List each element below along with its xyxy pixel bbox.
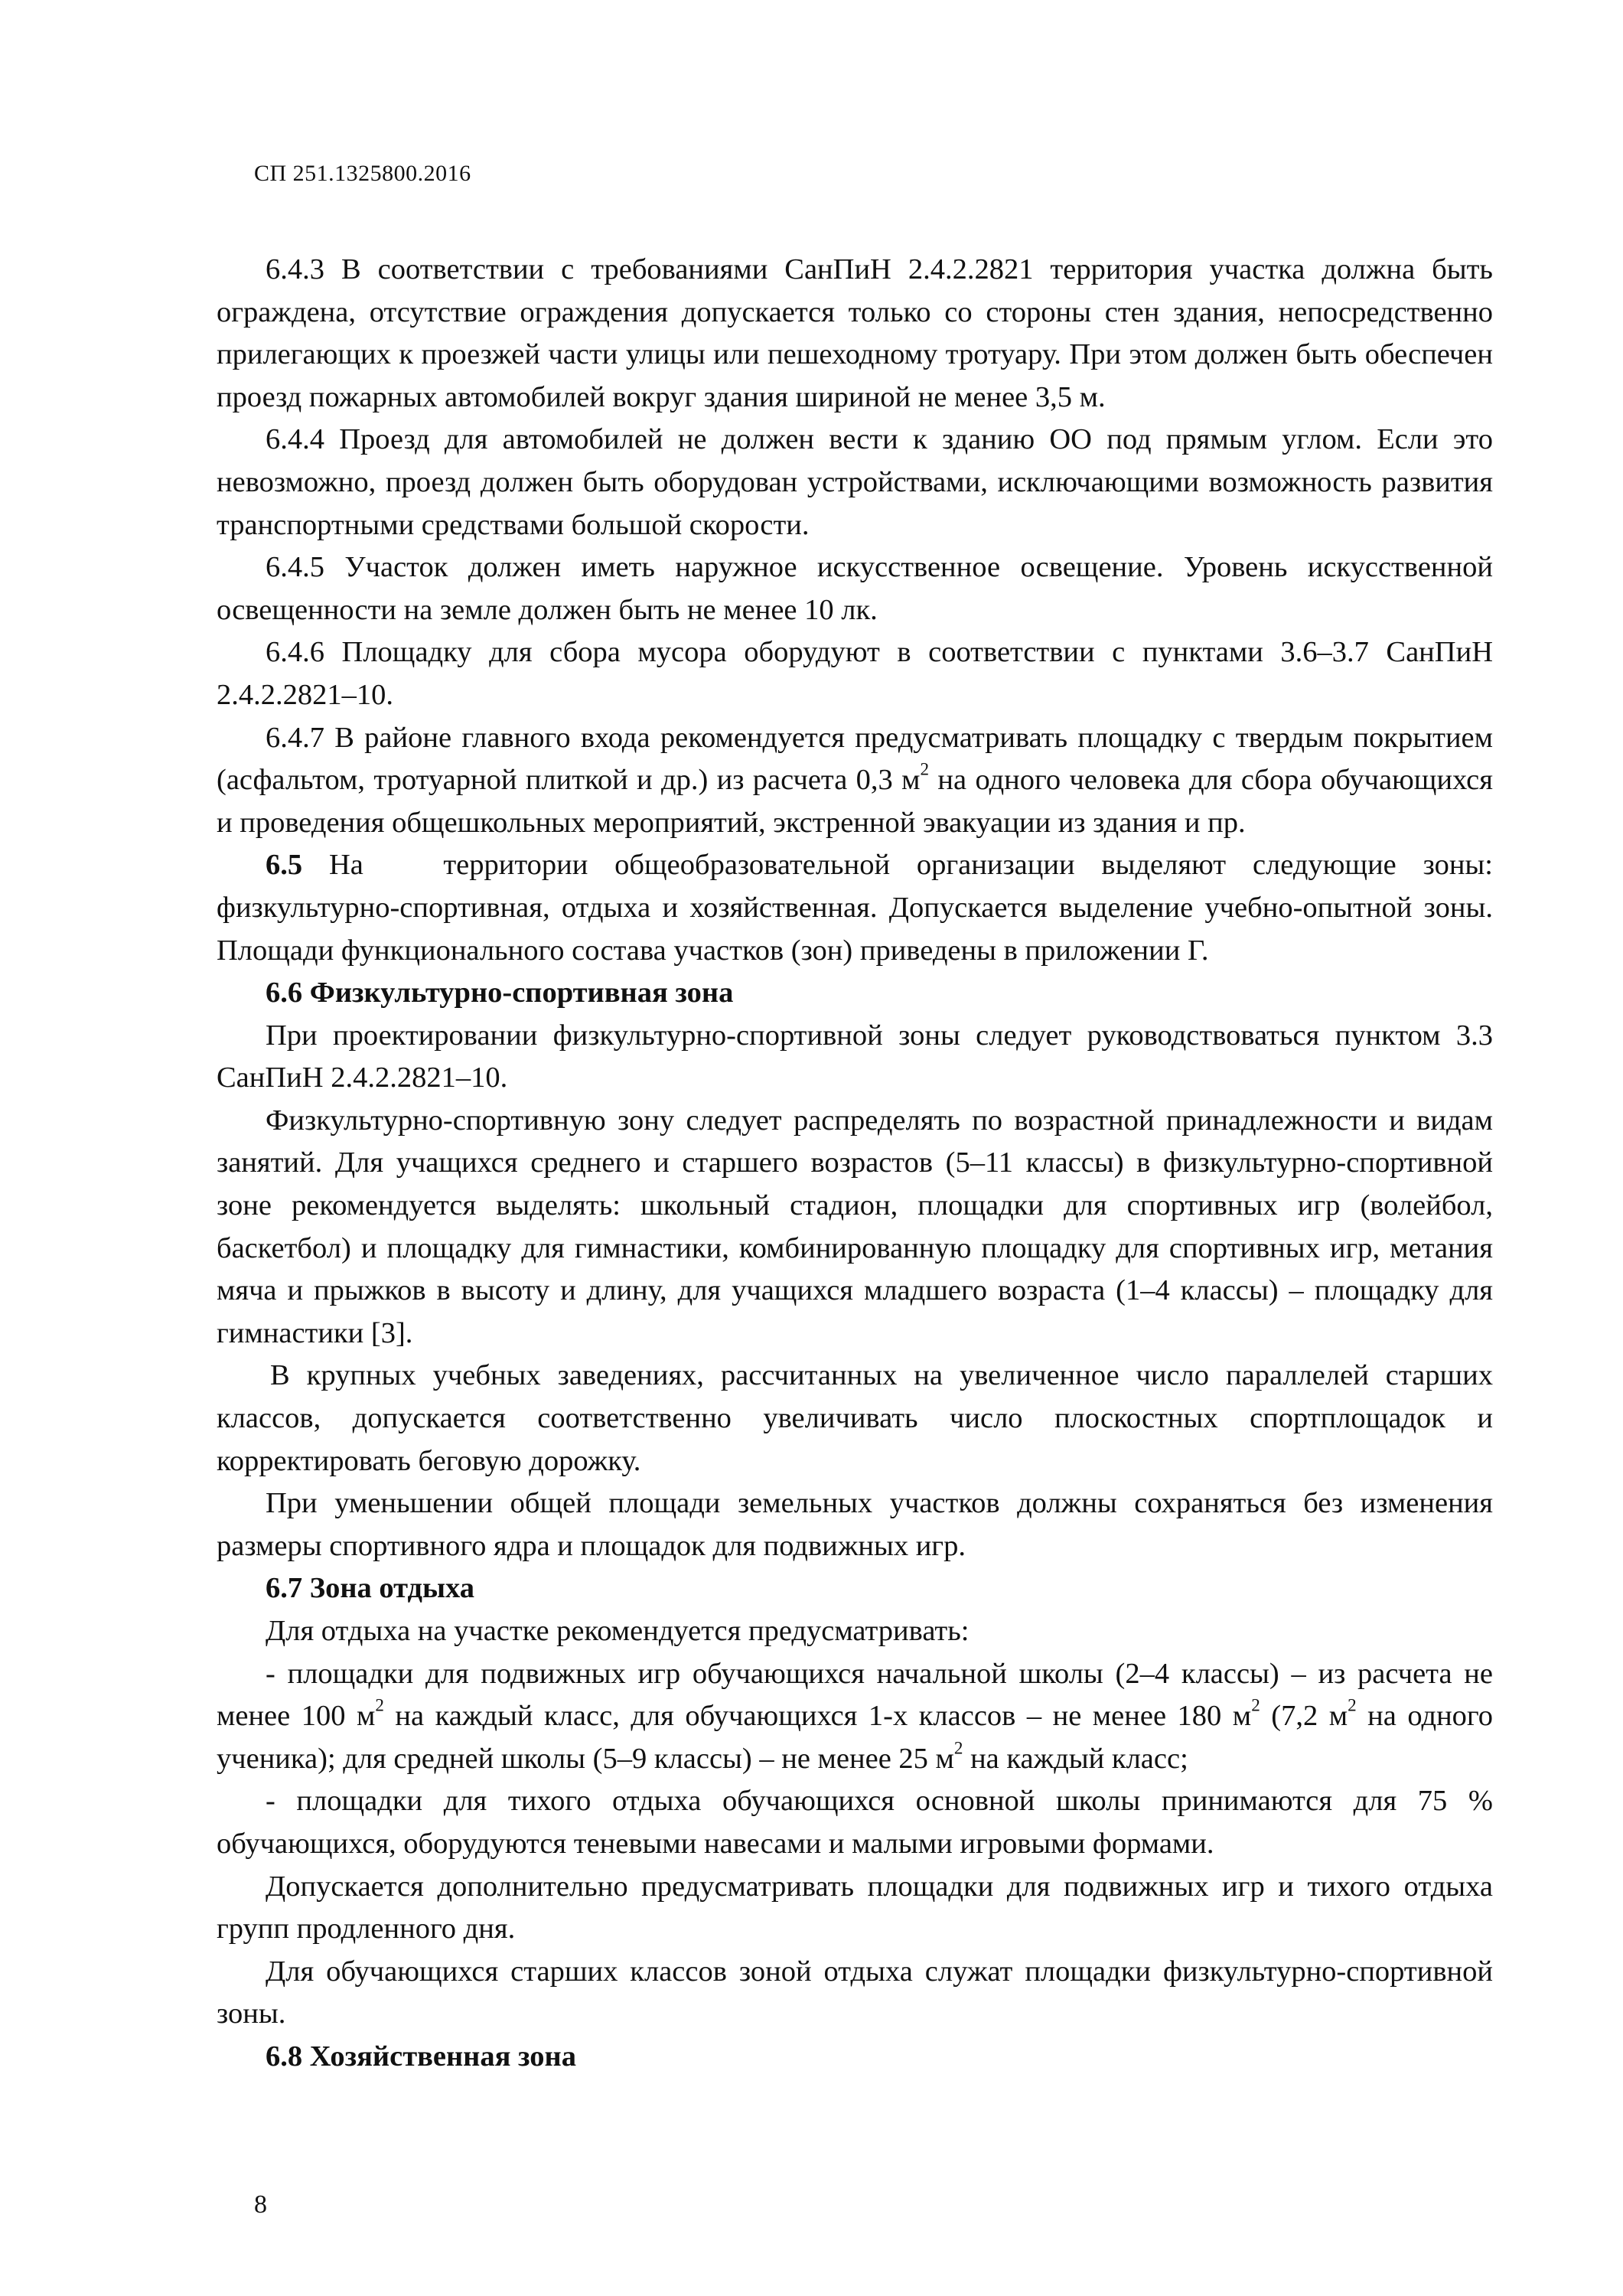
text-run: на каждый класс, для обучающихся 1-х классов – не менее 180 м (383, 1700, 1252, 1733)
paragraph-6-4-7-part-b: на одного человека для сбора обучающихся и проведения общешкольных мероприятий, экстренной эвакуации из здания и пр. (217, 764, 1493, 839)
paragraph-6-4-7-part-a: 6.4.7 В районе главного входа рекомендуется предусматривать площадку с твердым покрытием (асфальтом, тротуарной плиткой и др.) из расчета 0,3 м (217, 721, 1493, 797)
paragraph-6-4-4: 6.4.4 Проезд для автомобилей не должен вести к зданию ОО под прямым углом. Если это невозможно, проезд должен быть оборудован устройствами, исключающими возможность развития транспортными средствами большой скорости. (217, 423, 1493, 541)
text-run: на одного ученика); для средней школы (5–9 классы) – не менее 25 м (217, 1700, 1494, 1775)
paragraph-6-7-2 (217, 1653, 1493, 1781)
superscript-2: 2 (1251, 1694, 1260, 1715)
superscript-2: 2 (375, 1694, 384, 1715)
paragraph-6-5 (217, 844, 1501, 972)
paragraph-6-4-5: 6.4.5 Участок должен иметь наружное искусственное освещение. Уровень искусственной освещенности на земле должен быть не менее 10 лк. (217, 551, 1493, 626)
paragraph-6-7-4: Допускается дополнительно предусматривать площадки для подвижных игр и тихого отдыха групп продленного дня. (217, 1870, 1493, 1945)
superscript-2: 2 (1348, 1694, 1357, 1715)
paragraph-6-4-3: 6.4.3 В соответствии с требованиями СанПиН 2.4.2.2821 территория участка должна быть ограждена, отсутствие ограждения допускается только со стороны стен здания, непосредственно прилегающих к проезжей части улицы или пешеходному тротуару. При этом должен быть обеспечен проезд пожарных автомобилей вокруг здания шириной не менее 3,5 м. (217, 253, 1493, 413)
paragraph-6-7-1: Для отдыха на участке рекомендуется предусматривать: (266, 1615, 970, 1647)
heading-6-8: 6.8 Хозяйственная зона (266, 2040, 576, 2073)
text-run: (7,2 м (1260, 1700, 1348, 1733)
heading-6-7: 6.7 Зона отдыха (266, 1572, 475, 1605)
paragraph-6-7-3: - площадки для тихого отдыха обучающихся основной школы принимаются для 75 % обучающихся, оборудуются теневыми навесами и малыми игровыми формами. (217, 1785, 1493, 1860)
heading-6-6: 6.6 Физкультурно-спортивная зона (266, 977, 734, 1009)
section-number-6-5: 6.5 (266, 849, 303, 882)
superscript-2: 2 (953, 1737, 963, 1758)
text-run: на каждый класс; (963, 1742, 1188, 1775)
paragraph-6-6-3: В крупных учебных заведениях, рассчитанных на увеличенное число параллелей старших классов, допускается соответственно увеличивать число плоскостных спортплощадок и корректировать беговую дорожку. (217, 1359, 1493, 1477)
document-body (217, 249, 1501, 2079)
text-run: - площадки для подвижных игр обучающихся начальной школы (2–4 классы) – из расчета не менее 100 м (217, 1657, 1493, 1733)
paragraph-6-6-1: При проектировании физкультурно-спортивной зоны следует руководствоваться пунктом 3.3 СанПиН 2.4.2.2821–10. (217, 1019, 1493, 1094)
paragraph-6-4-6: 6.4.6 Площадку для сбора мусора оборудуют в соответствии с пунктами 3.6–3.7 СанПиН 2.4.2.2821–10. (217, 636, 1493, 711)
paragraph-6-7-5: Для обучающихся старших классов зоной отдыха служат площадки физкультурно-спортивной зоны. (217, 1955, 1493, 2030)
paragraph-6-6-4: При уменьшении общей площади земельных участков должны сохраняться без изменения размеры спортивного ядра и площадок для подвижных игр. (217, 1487, 1493, 1562)
paragraph-6-5-text: На территории общеобразовательной организации выделяют следующие зоны: физкультурно-спортивная, отдыха и хозяйственная. Допускается выделение учебно-опытной зоны. Площади функционального состава участков (зон) приведены в приложении Г. (217, 849, 1501, 967)
page-number: 8 (254, 2190, 267, 2219)
paragraph-6-4-7 (217, 717, 1493, 845)
document-code-header: СП 251.1325800.2016 (254, 161, 471, 186)
superscript-2: 2 (920, 758, 930, 779)
paragraph-6-6-2: Физкультурно-спортивную зону следует распределять по возрастной принадлежности и видам занятий. Для учащихся среднего и старшего возрастов (5–11 классы) в физкультурно-спортивной зоне рекомендуется выделять: школьный стадион, площадки для спортивных игр (волейбол, баскетбол) и площадку для гимнастики, комбинированную площадку для спортивных игр, метания мяча и прыжков в высоту и длину, для учащихся младшего возраста (1–4 классы) – площадку для гимнастики [3]. (217, 1104, 1493, 1349)
